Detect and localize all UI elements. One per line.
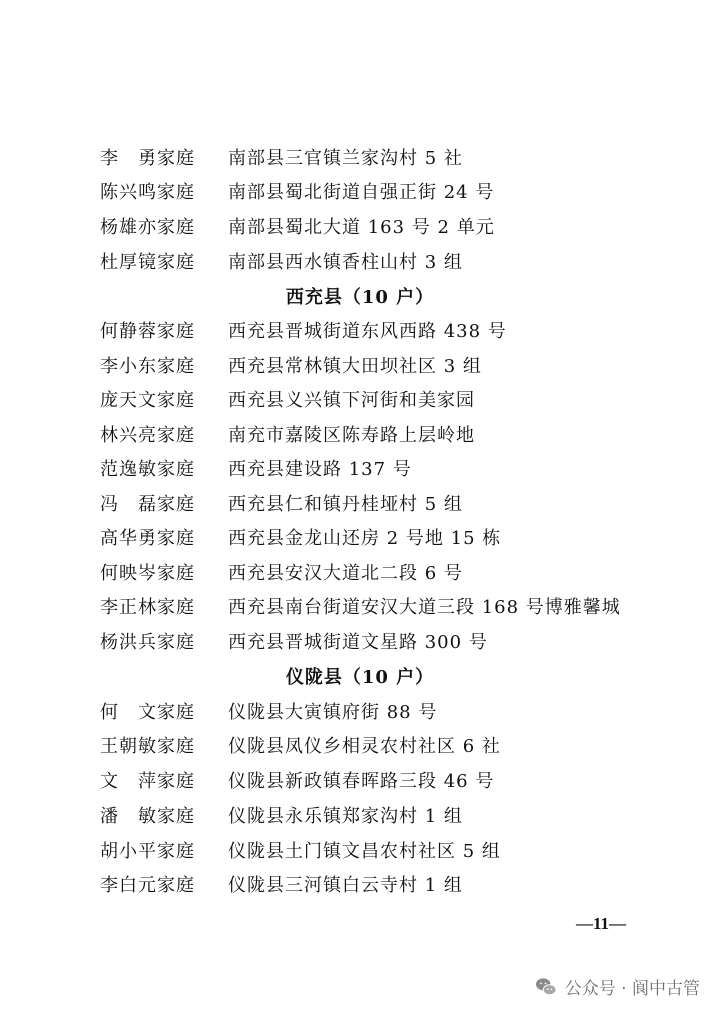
family-address: 南部县西水镇香柱山村 3 组 xyxy=(228,252,463,273)
family-name: 范逸敏家庭 xyxy=(100,459,195,480)
family-address: 西充县晋城街道文星路 300 号 xyxy=(228,632,488,653)
family-name: 陈兴鸣家庭 xyxy=(100,182,195,203)
family-address: 南部县三官镇兰家沟村 5 社 xyxy=(228,148,463,169)
family-name: 文 萍家庭 xyxy=(100,771,195,792)
family-name: 庞天文家庭 xyxy=(100,390,195,411)
family-name: 潘 敏家庭 xyxy=(100,806,195,827)
watermark xyxy=(535,974,700,999)
family-address: 仪陇县新政镇春晖路三段 46 号 xyxy=(228,771,495,792)
family-name: 高华勇家庭 xyxy=(100,528,195,549)
wechat-icon xyxy=(535,977,557,997)
section-heading-xichong: 西充县（10 户） xyxy=(285,287,435,308)
family-address: 西充县常林镇大田坝社区 3 组 xyxy=(228,356,482,377)
family-name: 李正林家庭 xyxy=(100,597,195,618)
family-address: 仪陇县大寅镇府街 88 号 xyxy=(228,702,438,723)
family-address: 仪陇县三河镇白云寺村 1 组 xyxy=(228,875,463,896)
family-address: 仪陇县永乐镇郑家沟村 1 组 xyxy=(228,806,463,827)
family-name: 李白元家庭 xyxy=(100,875,195,896)
family-name: 林兴亮家庭 xyxy=(100,425,195,446)
family-address: 西充县金龙山还房 2 号地 15 栋 xyxy=(228,528,502,549)
family-name: 李 勇家庭 xyxy=(100,148,195,169)
family-address: 西充县建设路 137 号 xyxy=(228,459,412,480)
family-address: 西充县义兴镇下河街和美家园 xyxy=(228,390,475,411)
family-name: 何静蓉家庭 xyxy=(100,321,195,342)
family-name: 何映岑家庭 xyxy=(100,563,195,584)
family-address: 仪陇县土门镇文昌农村社区 5 组 xyxy=(228,841,501,862)
family-name: 何 文家庭 xyxy=(100,702,195,723)
family-name: 冯 磊家庭 xyxy=(100,494,195,515)
watermark-text: 公众号 · 阆中古管 xyxy=(564,979,700,999)
section-heading-yilong: 仪陇县（10 户） xyxy=(285,667,435,688)
family-name: 王朝敏家庭 xyxy=(100,736,195,757)
page-number: —11— xyxy=(575,914,626,933)
family-name: 杨洪兵家庭 xyxy=(100,632,195,653)
family-name: 杜厚镜家庭 xyxy=(100,252,195,273)
family-address: 西充县南台街道安汉大道三段 168 号博雅馨城 xyxy=(228,597,621,618)
family-address: 西充县仁和镇丹桂垭村 5 组 xyxy=(228,494,463,515)
family-address: 南充市嘉陵区陈寿路上层岭地 xyxy=(228,425,475,446)
family-name: 杨雄亦家庭 xyxy=(100,217,195,238)
family-name: 胡小平家庭 xyxy=(100,841,195,862)
family-address: 南部县蜀北大道 163 号 2 单元 xyxy=(228,217,495,238)
family-address: 仪陇县凤仪乡相灵农村社区 6 社 xyxy=(228,736,501,757)
family-address: 西充县安汉大道北二段 6 号 xyxy=(228,563,463,584)
family-address: 南部县蜀北街道自强正街 24 号 xyxy=(228,182,495,203)
family-address: 西充县晋城街道东风西路 438 号 xyxy=(228,321,507,342)
family-name: 李小东家庭 xyxy=(100,356,195,377)
